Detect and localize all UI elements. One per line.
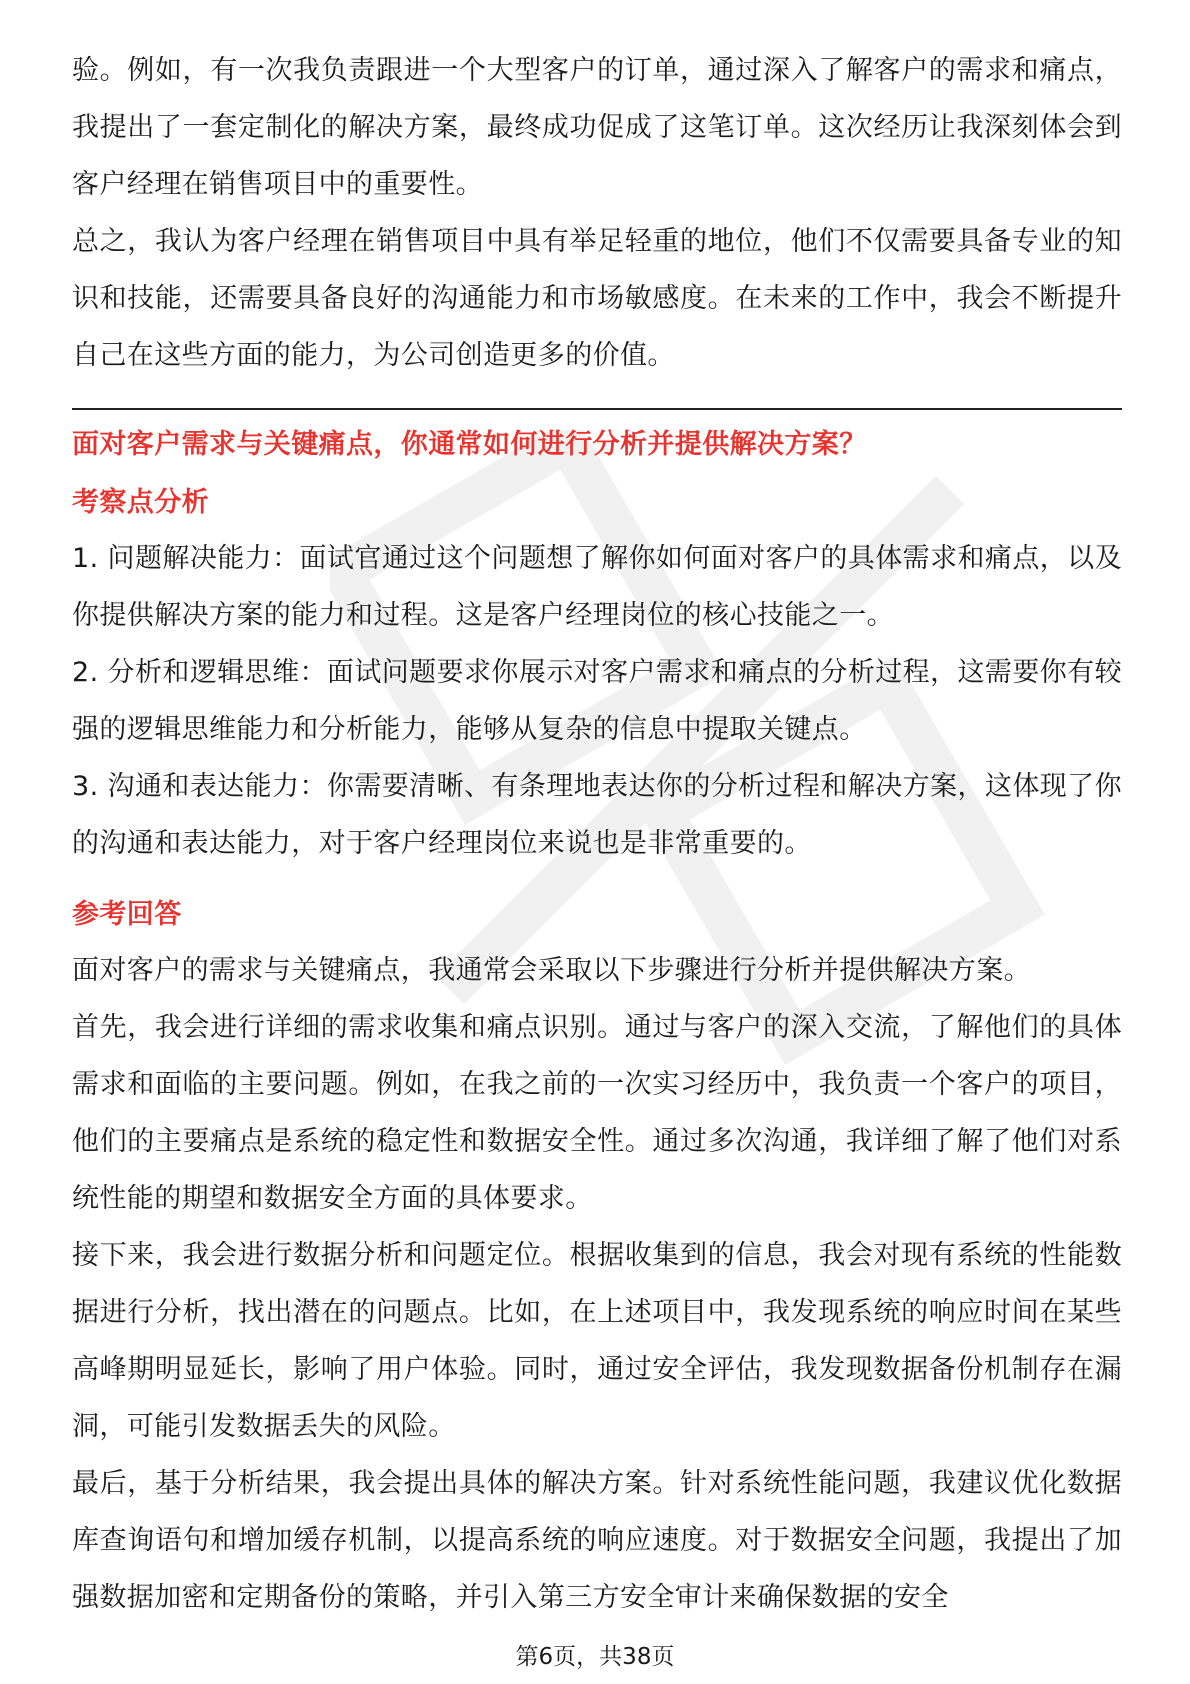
page-content	[72, 42, 1122, 1626]
intro-paragraph-2: 总之，我认为客户经理在销售项目中具有举足轻重的地位，他们不仅需要具备专业的知识和技能，还需要具备良好的沟通能力和市场敏感度。在未来的工作中，我会不断提升自己在这些方面的能力，为公司创造更多的价值。	[72, 226, 1122, 371]
question-heading: 面对客户需求与关键痛点，你通常如何进行分析并提供解决方案？	[72, 429, 867, 460]
answer-paragraph-2: 首先，我会进行详细的需求收集和痛点识别。通过与客户的深入交流，了解他们的具体需求和面临的主要问题。例如，在我之前的一次实习经历中，我负责一个客户的项目，他们的主要痛点是系统的稳定性和数据安全性。通过多次沟通，我详细了解了他们对系统性能的期望和数据安全方面的具体要求。	[72, 1012, 1122, 1214]
answer-paragraph-4: 最后，基于分析结果，我会提出具体的解决方案。针对系统性能问题，我建议优化数据库查询语句和增加缓存机制，以提高系统的响应速度。对于数据安全问题，我提出了加强数据加密和定期备份的策略，并引入第三方安全审计来确保数据的安全	[72, 1468, 1122, 1613]
analysis-item-1: 1. 问题解决能力：面试官通过这个问题想了解你如何面对客户的具体需求和痛点，以及你提供解决方案的能力和过程。这是客户经理岗位的核心技能之一。	[72, 543, 1122, 631]
analysis-item-2: 2. 分析和逻辑思维：面试问题要求你展示对客户需求和痛点的分析过程，这需要你有较强的逻辑思维能力和分析能力，能够从复杂的信息中提取关键点。	[72, 657, 1122, 745]
answer-paragraph-1: 面对客户的需求与关键痛点，我通常会采取以下步骤进行分析并提供解决方案。	[72, 955, 1031, 986]
page-number-footer: 第6页，共38页	[515, 1644, 675, 1670]
intro-paragraph-1: 验。例如，有一次我负责跟进一个大型客户的订单，通过深入了解客户的需求和痛点，我提出了一套定制化的解决方案，最终成功促成了这笔订单。这次经历让我深刻体会到客户经理在销售项目中的重要性。	[72, 55, 1122, 200]
analysis-item-3: 3. 沟通和表达能力：你需要清晰、有条理地表达你的分析过程和解决方案，这体现了你的沟通和表达能力，对于客户经理岗位来说也是非常重要的。	[72, 771, 1122, 859]
answer-paragraph-3: 接下来，我会进行数据分析和问题定位。根据收集到的信息，我会对现有系统的性能数据进行分析，找出潜在的问题点。比如，在上述项目中，我发现系统的响应时间在某些高峰期明显延长，影响了用户体验。同时，通过安全评估，我发现数据备份机制存在漏洞，可能引发数据丢失的风险。	[72, 1240, 1122, 1442]
analysis-heading: 考察点分析	[72, 487, 209, 518]
answer-heading: 参考回答	[72, 899, 182, 930]
section-divider	[72, 408, 1122, 410]
